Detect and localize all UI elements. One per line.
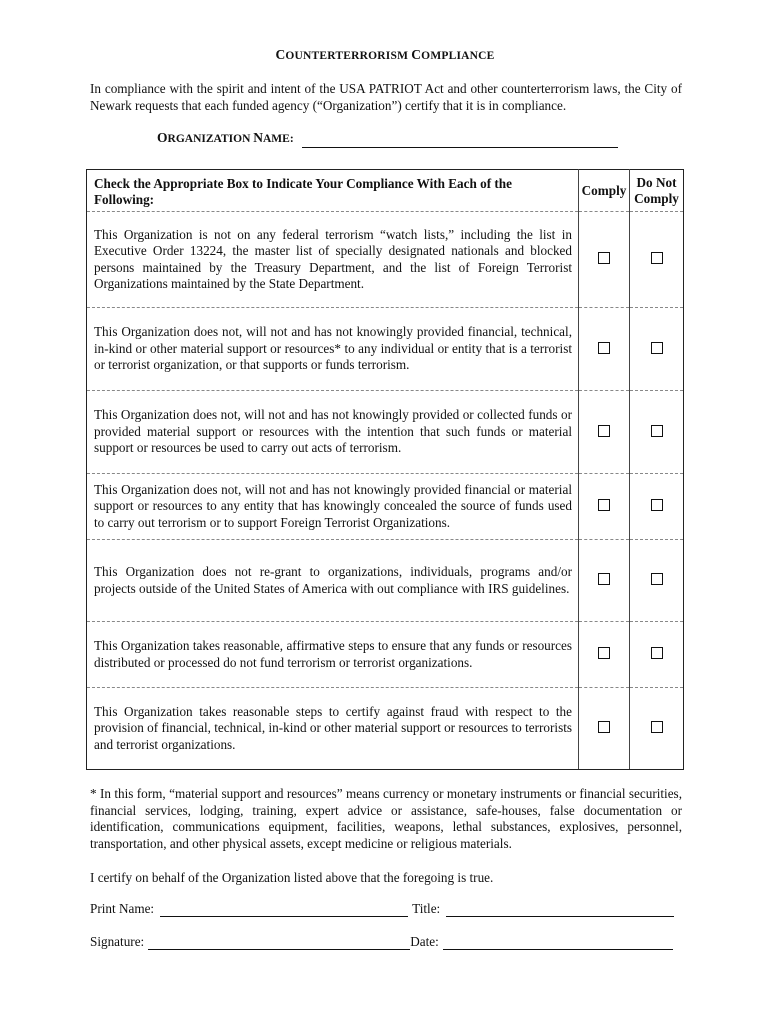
comply-checkbox[interactable] bbox=[598, 499, 610, 511]
statement-text: This Organization is not on any federal terrorism “watch lists,” including the list in Executive Order 13224, the master list of specially designated nationals and blocked persons maintained by the Treasury Department, and the list of Foreign Terrorist Organizations maintained by the State Department. bbox=[94, 226, 572, 291]
signature-line[interactable] bbox=[148, 935, 410, 950]
statement-row bbox=[87, 474, 684, 540]
comply-checkbox[interactable] bbox=[598, 647, 610, 659]
do-not-comply-checkbox[interactable] bbox=[651, 573, 663, 585]
statement-row bbox=[87, 622, 684, 688]
table-header-row bbox=[87, 170, 684, 212]
compliance-table bbox=[86, 169, 684, 770]
comply-checkbox[interactable] bbox=[598, 342, 610, 354]
title-part-2: OMPLIANCE bbox=[421, 50, 495, 62]
do-not-comply-cell bbox=[630, 622, 684, 688]
comply-checkbox[interactable] bbox=[598, 573, 610, 585]
statement-text-cell bbox=[87, 622, 579, 688]
organization-name-input-line[interactable] bbox=[302, 133, 618, 148]
do-not-comply-cell bbox=[630, 308, 684, 391]
print-name-label: Print Name: bbox=[90, 901, 155, 916]
comply-cell bbox=[579, 622, 630, 688]
do-not-comply-cell bbox=[630, 474, 684, 540]
comply-cell bbox=[579, 308, 630, 391]
title-initial-2: C bbox=[411, 47, 422, 62]
do-not-comply-header: Do Not Comply bbox=[630, 170, 684, 212]
comply-checkbox[interactable] bbox=[598, 721, 610, 733]
intro-paragraph: In compliance with the spirit and intent of the USA PATRIOT Act and other counterterrorism laws, the City of Newark requests that each funded agency (“Organization”) certify that it is in compliance. bbox=[90, 81, 682, 113]
print-name-line[interactable] bbox=[160, 902, 408, 917]
date-line[interactable] bbox=[443, 935, 673, 950]
comply-cell bbox=[579, 474, 630, 540]
statement-text: This Organization takes reasonable steps to certify against fraud with respect to the provision of financial, technical, in-kind or other material support or resources to terrorists and terrorist organizations. bbox=[94, 703, 572, 752]
title-line[interactable] bbox=[446, 902, 674, 917]
do-not-comply-cell bbox=[630, 212, 684, 308]
do-not-comply-cell bbox=[630, 540, 684, 622]
statement-row bbox=[87, 212, 684, 308]
comply-header: Comply bbox=[579, 170, 630, 212]
comply-cell bbox=[579, 391, 630, 474]
do-not-comply-checkbox[interactable] bbox=[651, 647, 663, 659]
statement-text-cell bbox=[87, 391, 579, 474]
statement-text: This Organization does not, will not and has not knowingly provided financial or material support or resources to any entity that has knowingly concealed the source of funds used to carry out terrorism or to support Foreign Terrorist Organizations. bbox=[94, 481, 572, 530]
do-not-comply-cell bbox=[630, 688, 684, 770]
title-initial-1: C bbox=[275, 47, 286, 62]
signature-label: Signature: bbox=[90, 934, 145, 949]
comply-cell bbox=[579, 688, 630, 770]
title-label: Title: bbox=[412, 901, 441, 916]
material-support-footnote: * In this form, “material support and resources” means currency or monetary instruments or financial securities, financial services, lodging, training, expert advice or assistance, safe-houses, false documentation or identification, communications equipment, facilities, weapons, lethal substances, explosives, personnel, transportation, and other physical assets, except medicine or religious materials. bbox=[90, 786, 682, 851]
document-title bbox=[0, 46, 770, 65]
print-name-title-row bbox=[90, 900, 674, 917]
organization-name-field bbox=[157, 129, 618, 148]
comply-checkbox[interactable] bbox=[598, 425, 610, 437]
statement-text: This Organization takes reasonable, affirmative steps to ensure that any funds or resources distributed or processed do not fund terrorism or terrorist organizations. bbox=[94, 638, 572, 670]
statement-text-cell bbox=[87, 212, 579, 308]
instruction-header: Check the Appropriate Box to Indicate Your Compliance With Each of the Following: bbox=[87, 170, 579, 212]
comply-checkbox[interactable] bbox=[598, 252, 610, 264]
organization-name-label: ORGANIZATION NAME: bbox=[157, 130, 294, 145]
comply-cell bbox=[579, 540, 630, 622]
statement-text-cell bbox=[87, 540, 579, 622]
do-not-comply-checkbox[interactable] bbox=[651, 721, 663, 733]
do-not-comply-checkbox[interactable] bbox=[651, 499, 663, 511]
do-not-comply-checkbox[interactable] bbox=[651, 425, 663, 437]
statement-text: This Organization does not re-grant to organizations, individuals, programs and/or projects outside of the United States of America with out compliance with IRS guidelines. bbox=[94, 564, 572, 596]
do-not-comply-checkbox[interactable] bbox=[651, 252, 663, 264]
statement-text-cell bbox=[87, 688, 579, 770]
do-not-comply-cell bbox=[630, 391, 684, 474]
signature-date-row bbox=[90, 933, 673, 950]
title-part-1: OUNTERTERRORISM bbox=[285, 50, 412, 62]
statement-row bbox=[87, 308, 684, 391]
statement-text-cell bbox=[87, 308, 579, 391]
statement-text: This Organization does not, will not and has not knowingly provided or collected funds or provided material support or resources with the intention that such funds or material support or resources be used to carry out acts of terrorism. bbox=[94, 407, 572, 456]
statement-text-cell bbox=[87, 474, 579, 540]
certification-statement: I certify on behalf of the Organization listed above that the foregoing is true. bbox=[90, 870, 494, 885]
date-label: Date: bbox=[410, 934, 439, 949]
statement-row bbox=[87, 391, 684, 474]
statement-row bbox=[87, 688, 684, 770]
statement-text: This Organization does not, will not and has not knowingly provided financial, technical, in-kind or other material support or resources* to any individual or entity that is a terrorist or terrorist organization, or that supports or funds terrorism. bbox=[94, 324, 572, 373]
statement-row bbox=[87, 540, 684, 622]
comply-cell bbox=[579, 212, 630, 308]
do-not-comply-checkbox[interactable] bbox=[651, 342, 663, 354]
